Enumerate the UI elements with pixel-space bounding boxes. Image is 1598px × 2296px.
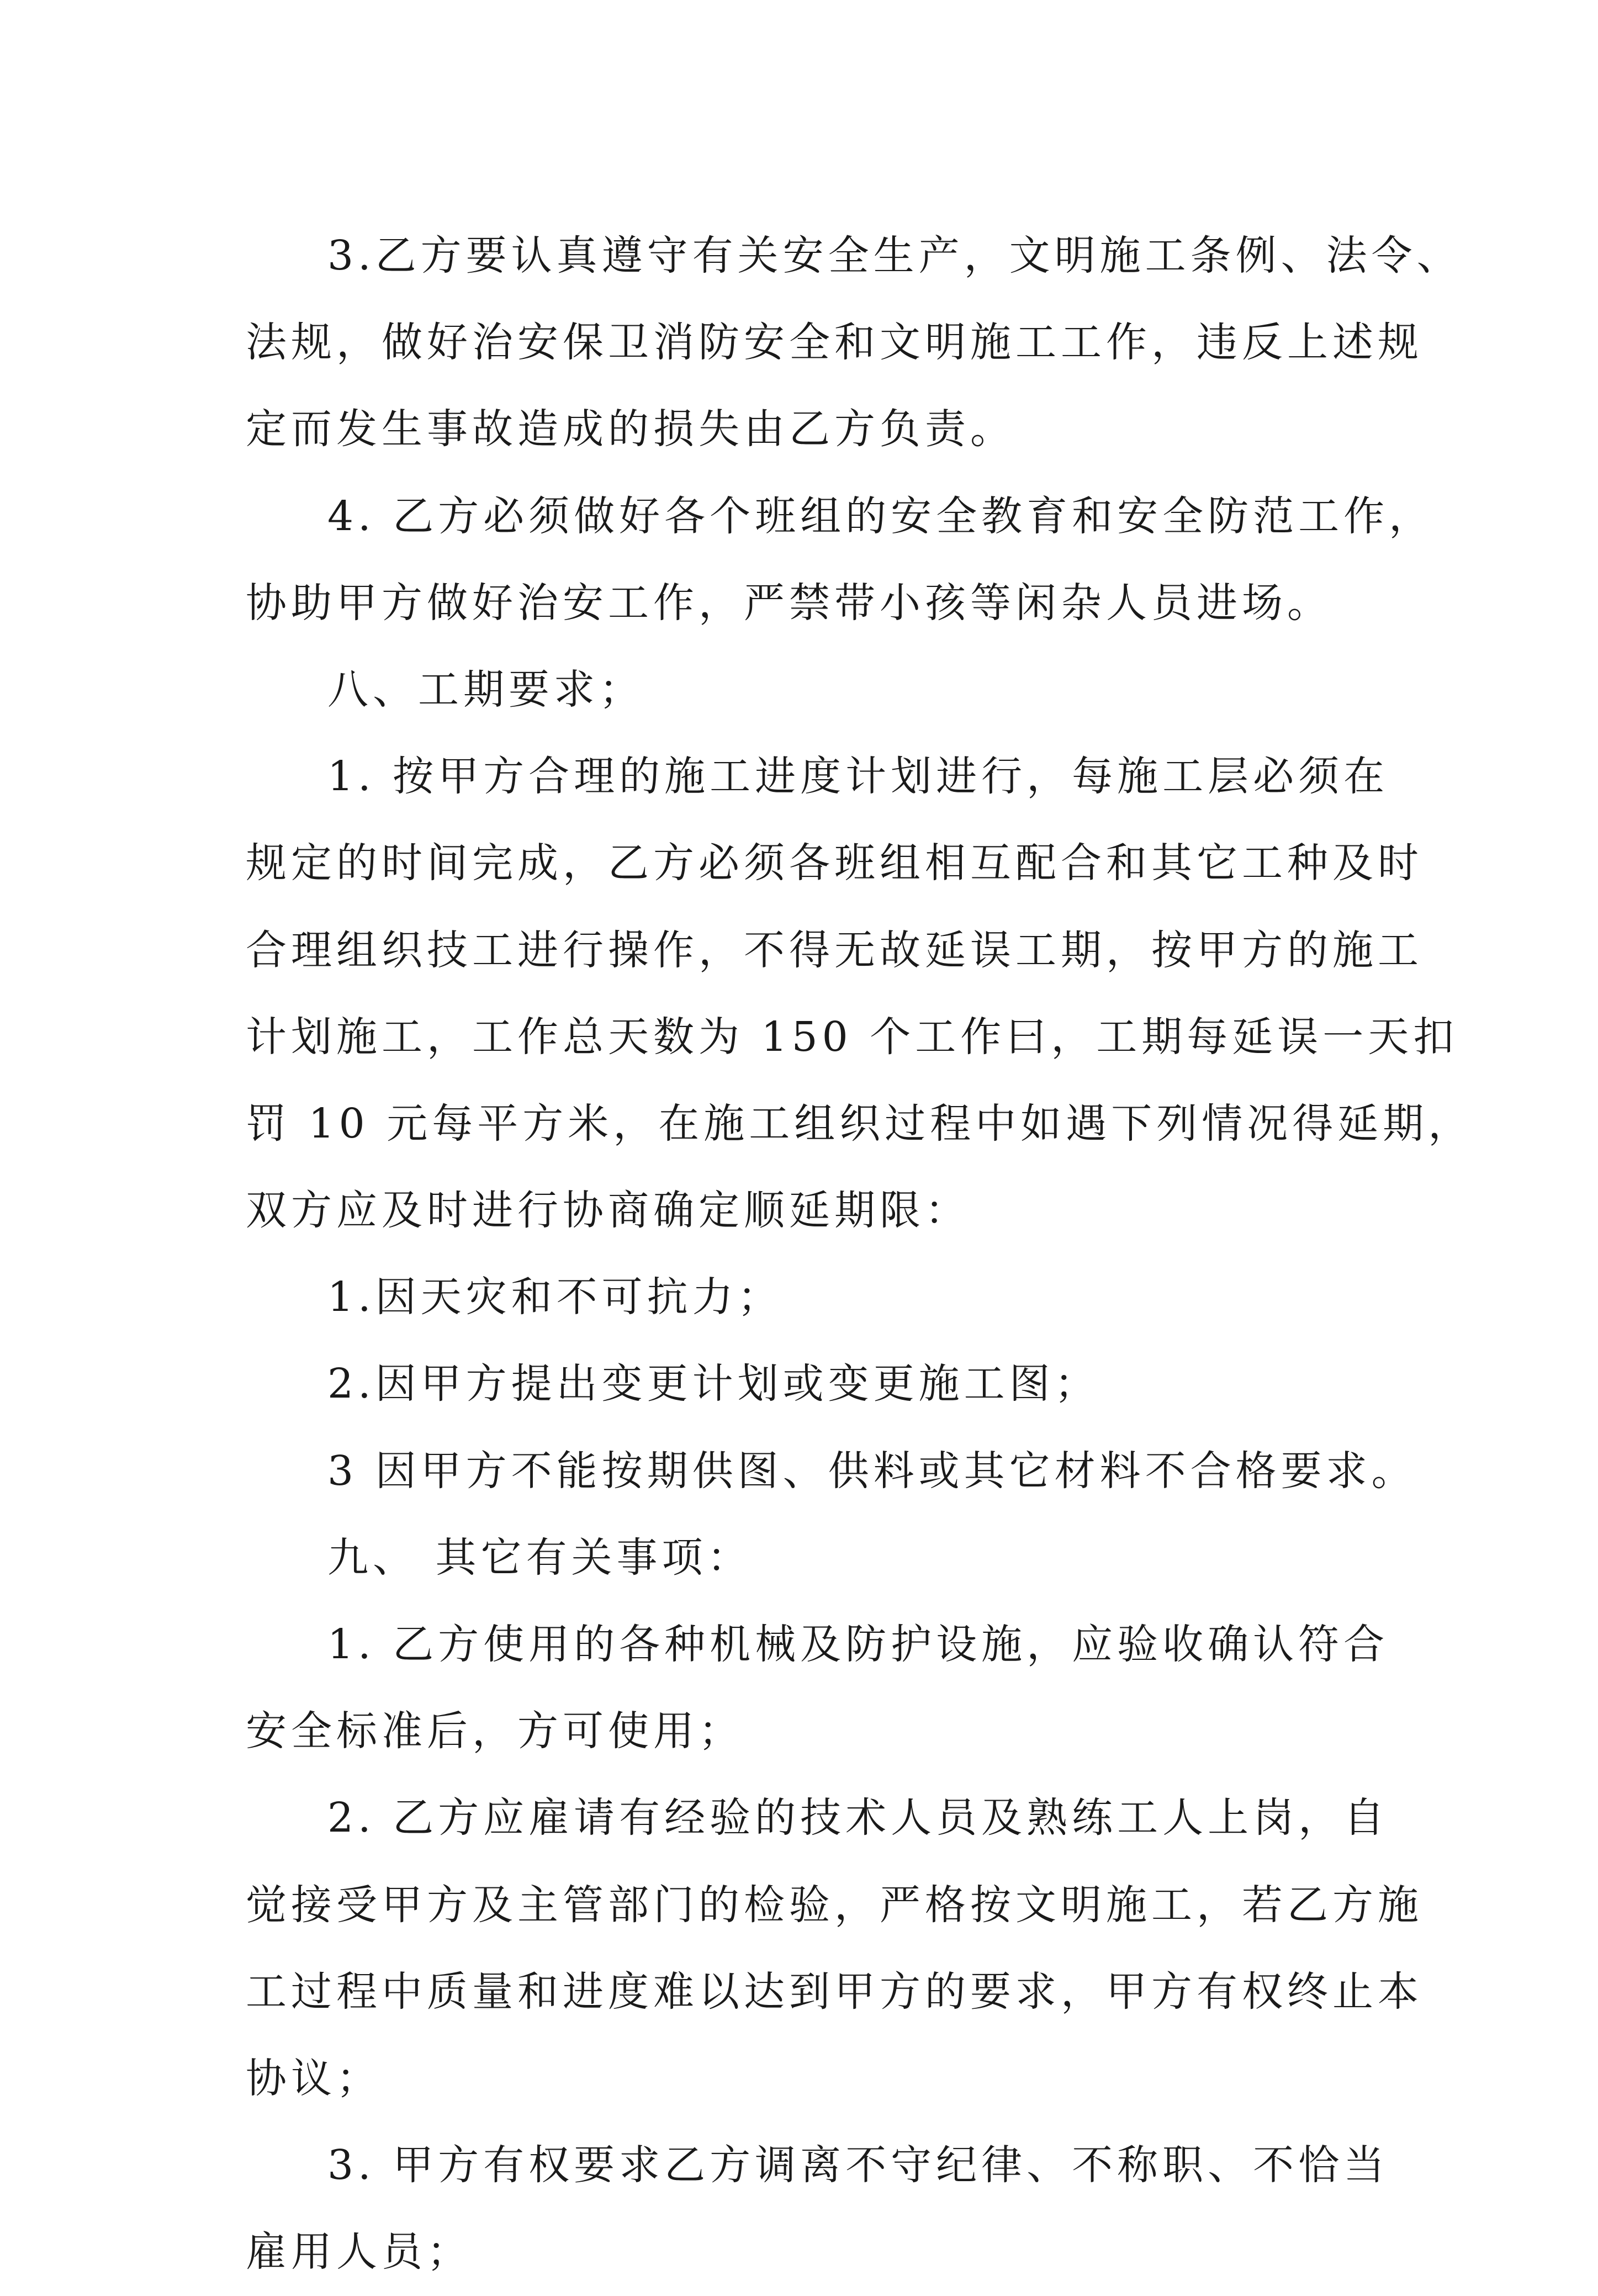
paragraph-line: 法规，做好治安保卫消防安全和文明施工工作，违反上述规	[246, 319, 1423, 367]
list-item: 3 因甲方不能按期供图、供料或其它材料不合格要求。	[327, 1447, 1417, 1495]
paragraph-line: 3. 甲方有权要求乙方调离不守纪律、不称职、不恰当	[327, 2141, 1389, 2189]
paragraph-line: 规定的时间完成，乙方必须各班组相互配合和其它工种及时	[246, 839, 1423, 887]
paragraph-line: 定而发生事故造成的损失由乙方负责。	[246, 405, 1015, 453]
paragraph-line: 1. 按甲方合理的施工进度计划进行，每施工层必须在	[327, 753, 1389, 801]
paragraph-line: 协议；	[246, 2054, 382, 2102]
paragraph-line: 计划施工，工作总天数为 150 个工作曰，工期每延误一天扣	[246, 1013, 1459, 1061]
paragraph-line: 罚 10 元每平方米，在施工组织过程中如遇下列情况得延期，	[246, 1099, 1474, 1147]
section-heading: 九、 其它有关事项：	[327, 1533, 753, 1581]
list-item: 1.因天灾和不可抗力；	[327, 1273, 783, 1321]
paragraph-line: 3.乙方要认真遵守有关安全生产，文明施工条例、法令、	[327, 232, 1462, 279]
paragraph-line: 协助甲方做好治安工作，严禁带小孩等闲杂人员进场。	[246, 579, 1332, 627]
paragraph-line: 工过程中质量和进度难以达到甲方的要求，甲方有权终止本	[246, 1967, 1423, 2015]
paragraph-line: 安全标准后，方可使用；	[246, 1707, 744, 1755]
list-item: 2.因甲方提出变更计划或变更施工图；	[327, 1360, 1100, 1408]
paragraph-line: 4. 乙方必须做好各个班组的安全教育和安全防范工作，	[327, 492, 1435, 540]
paragraph-line: 雇用人员；	[246, 2228, 472, 2276]
paragraph-line: 1. 乙方使用的各种机械及防护设施，应验收确认符合	[327, 1621, 1389, 1668]
section-heading: 八、工期要求；	[327, 665, 644, 713]
paragraph-line: 觉接受甲方及主管部门的检验，严格按文明施工，若乙方施	[246, 1881, 1423, 1929]
paragraph-line: 合理组织技工进行操作，不得无故延误工期，按甲方的施工	[246, 926, 1423, 974]
paragraph-line: 双方应及时进行协商确定顺延期限：	[246, 1187, 970, 1235]
paragraph-line: 2. 乙方应雇请有经验的技术人员及熟练工人上岗，自	[327, 1794, 1389, 1842]
document-body	[246, 213, 1474, 2296]
